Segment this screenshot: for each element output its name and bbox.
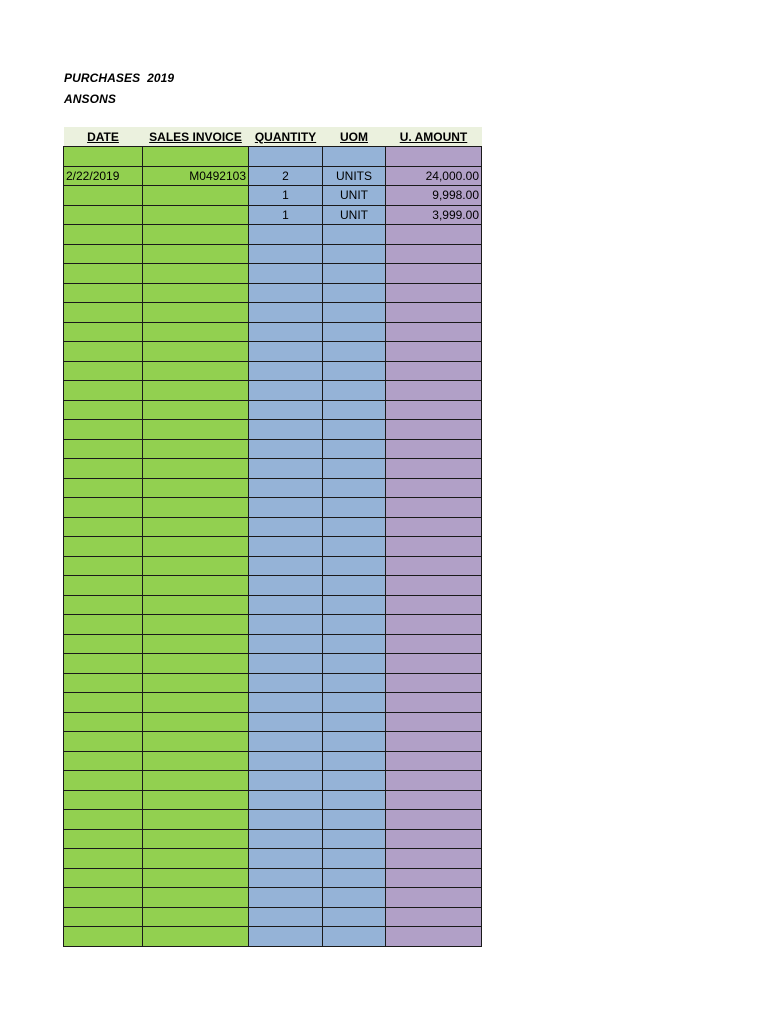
amount-cell[interactable]: 3,999.00	[386, 205, 482, 225]
amount-cell[interactable]	[386, 693, 482, 713]
amount-cell[interactable]	[386, 322, 482, 342]
quantity-cell[interactable]	[249, 673, 323, 693]
quantity-cell[interactable]	[249, 810, 323, 830]
invoice-cell[interactable]	[143, 595, 249, 615]
quantity-cell[interactable]	[249, 888, 323, 908]
amount-cell[interactable]	[386, 907, 482, 927]
table-body	[64, 147, 482, 947]
quantity-cell[interactable]	[249, 322, 323, 342]
uom-cell[interactable]	[323, 771, 386, 791]
invoice-cell[interactable]	[143, 283, 249, 303]
uom-cell[interactable]	[323, 927, 386, 947]
table-row	[64, 790, 482, 810]
uom-cell[interactable]	[323, 712, 386, 732]
table-row	[64, 147, 482, 167]
amount-cell[interactable]	[386, 283, 482, 303]
amount-cell[interactable]	[386, 303, 482, 323]
invoice-cell[interactable]	[143, 459, 249, 479]
date-cell[interactable]	[64, 829, 143, 849]
quantity-cell[interactable]	[249, 361, 323, 381]
date-cell[interactable]	[64, 400, 143, 420]
amount-cell[interactable]	[386, 498, 482, 518]
amount-cell[interactable]	[386, 927, 482, 947]
amount-cell[interactable]	[386, 342, 482, 362]
invoice-cell[interactable]	[143, 205, 249, 225]
invoice-cell[interactable]: M0492103	[143, 166, 249, 186]
uom-cell[interactable]	[323, 888, 386, 908]
amount-cell[interactable]	[386, 732, 482, 752]
amount-cell[interactable]	[386, 751, 482, 771]
date-cell[interactable]	[64, 673, 143, 693]
date-cell[interactable]	[64, 147, 143, 167]
quantity-cell[interactable]	[249, 225, 323, 245]
invoice-cell[interactable]	[143, 556, 249, 576]
uom-cell[interactable]	[323, 459, 386, 479]
sheet-title: PURCHASES 2019	[64, 71, 175, 85]
table-row	[64, 303, 482, 323]
table-row	[64, 829, 482, 849]
quantity-cell[interactable]	[249, 517, 323, 537]
invoice-cell[interactable]	[143, 147, 249, 167]
table-row	[64, 517, 482, 537]
date-cell[interactable]	[64, 478, 143, 498]
date-cell[interactable]	[64, 556, 143, 576]
quantity-cell[interactable]	[249, 400, 323, 420]
uom-cell[interactable]	[323, 595, 386, 615]
date-cell[interactable]	[64, 322, 143, 342]
amount-cell[interactable]	[386, 790, 482, 810]
uom-cell[interactable]	[323, 361, 386, 381]
quantity-cell[interactable]	[249, 576, 323, 596]
quantity-cell[interactable]	[249, 342, 323, 362]
table-row	[64, 654, 482, 674]
invoice-cell[interactable]	[143, 829, 249, 849]
column-header-sales-invoice[interactable]: SALES INVOICE	[143, 127, 249, 147]
date-cell[interactable]	[64, 634, 143, 654]
invoice-cell[interactable]	[143, 907, 249, 927]
uom-cell[interactable]	[323, 244, 386, 264]
date-cell[interactable]	[64, 576, 143, 596]
invoice-cell[interactable]	[143, 732, 249, 752]
table-row	[64, 225, 482, 245]
uom-cell[interactable]	[323, 517, 386, 537]
date-cell[interactable]	[64, 868, 143, 888]
quantity-cell[interactable]	[249, 244, 323, 264]
table-row	[64, 868, 482, 888]
amount-cell[interactable]	[386, 868, 482, 888]
date-cell[interactable]	[64, 381, 143, 401]
uom-cell[interactable]	[323, 537, 386, 557]
date-cell[interactable]	[64, 595, 143, 615]
invoice-cell[interactable]	[143, 615, 249, 635]
amount-cell[interactable]	[386, 381, 482, 401]
invoice-cell[interactable]	[143, 771, 249, 791]
invoice-cell[interactable]	[143, 381, 249, 401]
amount-cell[interactable]: 9,998.00	[386, 186, 482, 206]
uom-cell[interactable]	[323, 147, 386, 167]
date-cell[interactable]	[64, 888, 143, 908]
uom-cell[interactable]	[323, 303, 386, 323]
uom-cell[interactable]	[323, 342, 386, 362]
uom-cell[interactable]	[323, 498, 386, 518]
invoice-cell[interactable]	[143, 790, 249, 810]
invoice-cell[interactable]	[143, 498, 249, 518]
uom-cell[interactable]	[323, 576, 386, 596]
amount-cell[interactable]	[386, 654, 482, 674]
uom-cell[interactable]	[323, 907, 386, 927]
uom-cell[interactable]	[323, 400, 386, 420]
invoice-cell[interactable]	[143, 186, 249, 206]
date-cell[interactable]	[64, 751, 143, 771]
invoice-cell[interactable]	[143, 537, 249, 557]
date-cell[interactable]	[64, 537, 143, 557]
date-cell[interactable]	[64, 907, 143, 927]
amount-cell[interactable]	[386, 673, 482, 693]
quantity-cell[interactable]	[249, 634, 323, 654]
invoice-cell[interactable]	[143, 439, 249, 459]
invoice-cell[interactable]	[143, 400, 249, 420]
invoice-cell[interactable]	[143, 225, 249, 245]
date-cell[interactable]	[64, 264, 143, 284]
uom-cell[interactable]	[323, 225, 386, 245]
quantity-cell[interactable]	[249, 615, 323, 635]
date-cell[interactable]	[64, 205, 143, 225]
table-row	[64, 166, 482, 186]
table-row	[64, 439, 482, 459]
column-header-unit-amount[interactable]: U. AMOUNT	[386, 127, 482, 147]
invoice-cell[interactable]	[143, 810, 249, 830]
table-row	[64, 400, 482, 420]
amount-cell[interactable]	[386, 810, 482, 830]
date-cell[interactable]	[64, 420, 143, 440]
table-row	[64, 673, 482, 693]
date-cell[interactable]	[64, 712, 143, 732]
header-row	[64, 127, 482, 147]
table-row	[64, 751, 482, 771]
invoice-cell[interactable]	[143, 322, 249, 342]
date-cell[interactable]	[64, 342, 143, 362]
uom-cell[interactable]	[323, 478, 386, 498]
amount-cell[interactable]	[386, 595, 482, 615]
uom-cell[interactable]	[323, 556, 386, 576]
quantity-cell[interactable]: 2	[249, 166, 323, 186]
invoice-cell[interactable]	[143, 634, 249, 654]
table-row	[64, 537, 482, 557]
date-cell[interactable]	[64, 225, 143, 245]
uom-cell[interactable]	[323, 790, 386, 810]
date-cell[interactable]	[64, 615, 143, 635]
table-row	[64, 478, 482, 498]
table-row	[64, 361, 482, 381]
invoice-cell[interactable]	[143, 693, 249, 713]
table-row	[64, 283, 482, 303]
quantity-cell[interactable]	[249, 868, 323, 888]
amount-cell[interactable]	[386, 400, 482, 420]
quantity-cell[interactable]	[249, 849, 323, 869]
quantity-cell[interactable]	[249, 537, 323, 557]
table-row	[64, 556, 482, 576]
invoice-cell[interactable]	[143, 517, 249, 537]
quantity-cell[interactable]	[249, 439, 323, 459]
uom-cell[interactable]	[323, 732, 386, 752]
amount-cell[interactable]	[386, 478, 482, 498]
date-cell[interactable]	[64, 498, 143, 518]
table-row	[64, 459, 482, 479]
quantity-cell[interactable]	[249, 693, 323, 713]
table-row	[64, 381, 482, 401]
quantity-cell[interactable]: 1	[249, 186, 323, 206]
amount-cell[interactable]	[386, 225, 482, 245]
quantity-cell[interactable]	[249, 751, 323, 771]
invoice-cell[interactable]	[143, 244, 249, 264]
invoice-cell[interactable]	[143, 654, 249, 674]
date-cell[interactable]	[64, 654, 143, 674]
invoice-cell[interactable]	[143, 712, 249, 732]
table-row	[64, 771, 482, 791]
uom-cell[interactable]	[323, 829, 386, 849]
date-cell[interactable]	[64, 693, 143, 713]
invoice-cell[interactable]	[143, 264, 249, 284]
quantity-cell[interactable]	[249, 829, 323, 849]
invoice-cell[interactable]	[143, 342, 249, 362]
invoice-cell[interactable]	[143, 927, 249, 947]
amount-cell[interactable]	[386, 576, 482, 596]
amount-cell[interactable]	[386, 361, 482, 381]
table-row	[64, 888, 482, 908]
uom-cell[interactable]: UNITS	[323, 166, 386, 186]
date-cell[interactable]	[64, 517, 143, 537]
table-row	[64, 693, 482, 713]
table-row	[64, 322, 482, 342]
table-row	[64, 634, 482, 654]
uom-cell[interactable]	[323, 751, 386, 771]
quantity-cell[interactable]	[249, 771, 323, 791]
invoice-cell[interactable]	[143, 673, 249, 693]
sheet-subtitle: ANSONS	[64, 92, 116, 106]
quantity-cell[interactable]	[249, 712, 323, 732]
date-cell[interactable]	[64, 361, 143, 381]
amount-cell[interactable]	[386, 615, 482, 635]
quantity-cell[interactable]	[249, 498, 323, 518]
quantity-cell[interactable]	[249, 147, 323, 167]
table-row	[64, 907, 482, 927]
quantity-cell[interactable]	[249, 556, 323, 576]
table-row	[64, 810, 482, 830]
quantity-cell[interactable]	[249, 264, 323, 284]
uom-cell[interactable]	[323, 849, 386, 869]
table-row	[64, 420, 482, 440]
amount-cell[interactable]	[386, 771, 482, 791]
table-row	[64, 712, 482, 732]
invoice-cell[interactable]	[143, 420, 249, 440]
uom-cell[interactable]	[323, 283, 386, 303]
quantity-cell[interactable]	[249, 478, 323, 498]
date-cell[interactable]: 2/22/2019	[64, 166, 143, 186]
date-cell[interactable]	[64, 459, 143, 479]
quantity-cell[interactable]	[249, 459, 323, 479]
uom-cell[interactable]	[323, 615, 386, 635]
table-row	[64, 342, 482, 362]
column-header-date[interactable]: DATE	[64, 127, 143, 147]
invoice-cell[interactable]	[143, 361, 249, 381]
quantity-cell[interactable]: 1	[249, 205, 323, 225]
date-cell[interactable]	[64, 283, 143, 303]
table-row	[64, 615, 482, 635]
uom-cell[interactable]: UNIT	[323, 186, 386, 206]
uom-cell[interactable]	[323, 673, 386, 693]
table-row	[64, 595, 482, 615]
amount-cell[interactable]	[386, 244, 482, 264]
uom-cell[interactable]	[323, 439, 386, 459]
uom-cell[interactable]	[323, 693, 386, 713]
uom-cell[interactable]	[323, 381, 386, 401]
uom-cell[interactable]	[323, 264, 386, 284]
column-header-uom[interactable]: UOM	[323, 127, 386, 147]
date-cell[interactable]	[64, 244, 143, 264]
table-row	[64, 576, 482, 596]
uom-cell[interactable]	[323, 810, 386, 830]
date-cell[interactable]	[64, 849, 143, 869]
quantity-cell[interactable]	[249, 927, 323, 947]
quantity-cell[interactable]	[249, 303, 323, 323]
quantity-cell[interactable]	[249, 420, 323, 440]
amount-cell[interactable]	[386, 829, 482, 849]
invoice-cell[interactable]	[143, 849, 249, 869]
amount-cell[interactable]: 24,000.00	[386, 166, 482, 186]
table-row	[64, 732, 482, 752]
date-cell[interactable]	[64, 771, 143, 791]
uom-cell[interactable]	[323, 654, 386, 674]
table-row	[64, 264, 482, 284]
uom-cell[interactable]	[323, 634, 386, 654]
invoice-cell[interactable]	[143, 888, 249, 908]
uom-cell[interactable]	[323, 322, 386, 342]
quantity-cell[interactable]	[249, 790, 323, 810]
quantity-cell[interactable]	[249, 381, 323, 401]
table-row	[64, 244, 482, 264]
column-header-quantity[interactable]: QUANTITY	[249, 127, 323, 147]
date-cell[interactable]	[64, 439, 143, 459]
uom-cell[interactable]	[323, 868, 386, 888]
invoice-cell[interactable]	[143, 751, 249, 771]
quantity-cell[interactable]	[249, 907, 323, 927]
amount-cell[interactable]	[386, 459, 482, 479]
amount-cell[interactable]	[386, 264, 482, 284]
amount-cell[interactable]	[386, 537, 482, 557]
date-cell[interactable]	[64, 303, 143, 323]
invoice-cell[interactable]	[143, 868, 249, 888]
amount-cell[interactable]	[386, 712, 482, 732]
uom-cell[interactable]	[323, 420, 386, 440]
date-cell[interactable]	[64, 790, 143, 810]
date-cell[interactable]	[64, 732, 143, 752]
date-cell[interactable]	[64, 186, 143, 206]
table-row	[64, 927, 482, 947]
uom-cell[interactable]: UNIT	[323, 205, 386, 225]
date-cell[interactable]	[64, 810, 143, 830]
quantity-cell[interactable]	[249, 283, 323, 303]
table-row	[64, 849, 482, 869]
amount-cell[interactable]	[386, 439, 482, 459]
table-row	[64, 498, 482, 518]
quantity-cell[interactable]	[249, 654, 323, 674]
date-cell[interactable]	[64, 927, 143, 947]
purchases-table	[63, 127, 482, 947]
amount-cell[interactable]	[386, 888, 482, 908]
invoice-cell[interactable]	[143, 576, 249, 596]
amount-cell[interactable]	[386, 147, 482, 167]
quantity-cell[interactable]	[249, 732, 323, 752]
invoice-cell[interactable]	[143, 478, 249, 498]
amount-cell[interactable]	[386, 420, 482, 440]
amount-cell[interactable]	[386, 849, 482, 869]
quantity-cell[interactable]	[249, 595, 323, 615]
table-row	[64, 186, 482, 206]
invoice-cell[interactable]	[143, 303, 249, 323]
table-row	[64, 205, 482, 225]
amount-cell[interactable]	[386, 517, 482, 537]
amount-cell[interactable]	[386, 556, 482, 576]
amount-cell[interactable]	[386, 634, 482, 654]
